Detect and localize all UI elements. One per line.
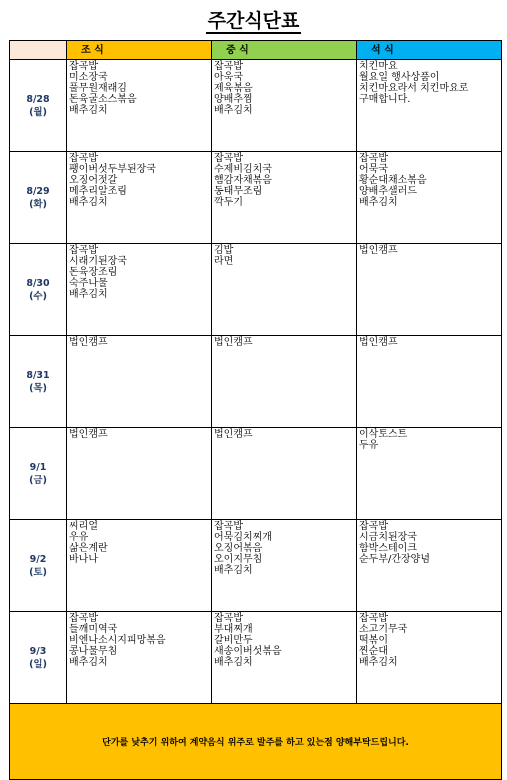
day-row xyxy=(10,244,502,336)
menu-item: 씨리얼 xyxy=(69,521,98,532)
menu-item: 잡곡밥 xyxy=(214,613,243,624)
day-row xyxy=(10,612,502,704)
menu-item: 동태무조림 xyxy=(214,186,263,197)
menu-item: 배추김치 xyxy=(214,565,253,576)
breakfast-cell xyxy=(67,612,212,704)
page-title xyxy=(0,6,507,33)
dinner-cell xyxy=(357,428,502,520)
menu-item: 제육볶음 xyxy=(214,83,253,94)
date-label: 9/2 xyxy=(29,553,47,565)
menu-item: 돈육굴소스볶음 xyxy=(69,94,137,105)
day-row xyxy=(10,336,502,428)
menu-item: 잡곡밥 xyxy=(214,61,243,72)
weekday-label: (월) xyxy=(29,106,47,118)
date-label: 8/28 xyxy=(26,93,50,105)
date-cell xyxy=(10,520,67,612)
menu-item: 비엔나소시지피망볶음 xyxy=(69,635,166,646)
menu-item: 잡곡밥 xyxy=(69,245,98,256)
menu-item: 새송이버섯볶음 xyxy=(214,646,282,657)
menu-item: 순두부/간장양념 xyxy=(359,554,430,565)
menu-item: 잡곡밥 xyxy=(214,521,243,532)
menu-item: 어묵김치찌개 xyxy=(214,532,272,543)
dinner-cell xyxy=(357,152,502,244)
menu-item: 구매합니다. xyxy=(359,94,411,105)
menu-item: 이삭토스트 xyxy=(359,429,408,440)
menu-item: 시래기된장국 xyxy=(69,256,127,267)
menu-item: 법인캠프 xyxy=(359,245,398,256)
day-row xyxy=(10,60,502,152)
breakfast-cell xyxy=(67,336,212,428)
menu-item: 법인캠프 xyxy=(69,337,108,348)
menu-item: 배추김치 xyxy=(69,289,108,300)
dinner-cell xyxy=(357,520,502,612)
header-row xyxy=(10,41,502,60)
menu-item: 잡곡밥 xyxy=(359,521,388,532)
footer-row xyxy=(10,704,502,780)
menu-item: 찐순대 xyxy=(359,646,388,657)
menu-item: 배추김치 xyxy=(69,105,108,116)
menu-item: 풀무원재래김 xyxy=(69,83,127,94)
menu-item: 콩나물무침 xyxy=(69,646,118,657)
date-cell xyxy=(10,612,67,704)
menu-item: 잡곡밥 xyxy=(69,61,98,72)
menu-item: 바나나 xyxy=(69,554,98,565)
menu-item: 팽이버섯두부된장국 xyxy=(69,164,156,175)
menu-item: 시금치된장국 xyxy=(359,532,417,543)
menu-item: 오징어볶음 xyxy=(214,543,263,554)
dinner-cell xyxy=(357,612,502,704)
menu-item: 함박스테이크 xyxy=(359,543,417,554)
weekly-menu-table xyxy=(9,40,502,780)
menu-item: 부대찌개 xyxy=(214,624,253,635)
header-corner xyxy=(10,41,67,60)
date-cell xyxy=(10,428,67,520)
date-cell xyxy=(10,152,67,244)
header-dinner: 석 식 xyxy=(357,41,502,60)
lunch-cell xyxy=(212,336,357,428)
date-cell xyxy=(10,244,67,336)
menu-item: 배추김치 xyxy=(359,657,398,668)
menu-item: 잡곡밥 xyxy=(69,153,98,164)
lunch-cell xyxy=(212,60,357,152)
menu-item: 갈비만두 xyxy=(214,635,253,646)
menu-item: 라면 xyxy=(214,256,234,267)
menu-item: 소고기무국 xyxy=(359,624,408,635)
menu-item: 월요일 행사상품이 xyxy=(359,72,440,83)
lunch-cell xyxy=(212,244,357,336)
menu-item: 미소장국 xyxy=(69,72,108,83)
dinner-cell xyxy=(357,244,502,336)
menu-item: 배추김치 xyxy=(359,197,398,208)
menu-item: 법인캠프 xyxy=(69,429,108,440)
date-cell xyxy=(10,336,67,428)
lunch-cell xyxy=(212,428,357,520)
day-row xyxy=(10,520,502,612)
menu-item: 오이지무침 xyxy=(214,554,263,565)
menu-item: 김밥 xyxy=(214,245,234,256)
breakfast-cell xyxy=(67,520,212,612)
menu-item: 양배추샐러드 xyxy=(359,186,417,197)
weekday-label: (수) xyxy=(29,290,47,302)
menu-item: 돈육장조림 xyxy=(69,267,118,278)
menu-item: 삶은계란 xyxy=(69,543,108,554)
date-label: 9/1 xyxy=(29,461,47,473)
weekday-label: (목) xyxy=(29,382,47,394)
menu-item: 잡곡밥 xyxy=(359,613,388,624)
breakfast-cell xyxy=(67,60,212,152)
title-text: 주간식단표 xyxy=(207,10,300,32)
header-breakfast: 조 식 xyxy=(67,41,212,60)
menu-item: 우유 xyxy=(69,532,89,543)
menu-item: 들깨미역국 xyxy=(69,624,118,635)
menu-item: 떡볶이 xyxy=(359,635,388,646)
menu-item: 배추김치 xyxy=(214,657,253,668)
menu-item: 두유 xyxy=(359,440,379,451)
weekday-label: (토) xyxy=(29,566,47,578)
menu-item: 법인캠프 xyxy=(359,337,398,348)
day-row xyxy=(10,428,502,520)
menu-item: 깍두기 xyxy=(214,197,243,208)
menu-item: 배추김치 xyxy=(69,197,108,208)
header-lunch: 중 식 xyxy=(212,41,357,60)
date-label: 9/3 xyxy=(29,645,47,657)
menu-item: 배추김치 xyxy=(69,657,108,668)
dinner-cell xyxy=(357,60,502,152)
menu-item: 아욱국 xyxy=(214,72,243,83)
menu-item: 치킨마요 xyxy=(359,61,398,72)
menu-item: 배추김치 xyxy=(214,105,253,116)
date-label: 8/30 xyxy=(26,277,50,289)
menu-item: 햄감자채볶음 xyxy=(214,175,272,186)
lunch-cell xyxy=(212,520,357,612)
weekday-label: (금) xyxy=(29,474,47,486)
breakfast-cell xyxy=(67,152,212,244)
menu-item: 수제비김치국 xyxy=(214,164,272,175)
menu-item: 잡곡밥 xyxy=(214,153,243,164)
menu-item: 양배추찜 xyxy=(214,94,253,105)
date-cell xyxy=(10,60,67,152)
menu-item: 잡곡밥 xyxy=(359,153,388,164)
breakfast-cell xyxy=(67,244,212,336)
footer-note: 단가를 낮추기 위하여 계약음식 위주로 발주를 하고 있는점 양해부탁드립니다. xyxy=(10,704,502,780)
menu-item: 법인캠프 xyxy=(214,337,253,348)
menu-item: 숙주나물 xyxy=(69,278,108,289)
lunch-cell xyxy=(212,152,357,244)
date-label: 8/29 xyxy=(26,185,50,197)
menu-item: 잡곡밥 xyxy=(69,613,98,624)
lunch-cell xyxy=(212,612,357,704)
breakfast-cell xyxy=(67,428,212,520)
date-label: 8/31 xyxy=(26,369,50,381)
menu-item: 오징어젓갈 xyxy=(69,175,118,186)
weekday-label: (화) xyxy=(29,198,47,210)
day-row xyxy=(10,152,502,244)
menu-item: 어묵국 xyxy=(359,164,388,175)
menu-item: 법인캠프 xyxy=(214,429,253,440)
menu-item: 메추리알조림 xyxy=(69,186,127,197)
menu-item: 치킨마요라서 치킨마요로 xyxy=(359,83,469,94)
weekday-label: (일) xyxy=(29,658,47,670)
dinner-cell xyxy=(357,336,502,428)
menu-item: 황순대채소볶음 xyxy=(359,175,427,186)
